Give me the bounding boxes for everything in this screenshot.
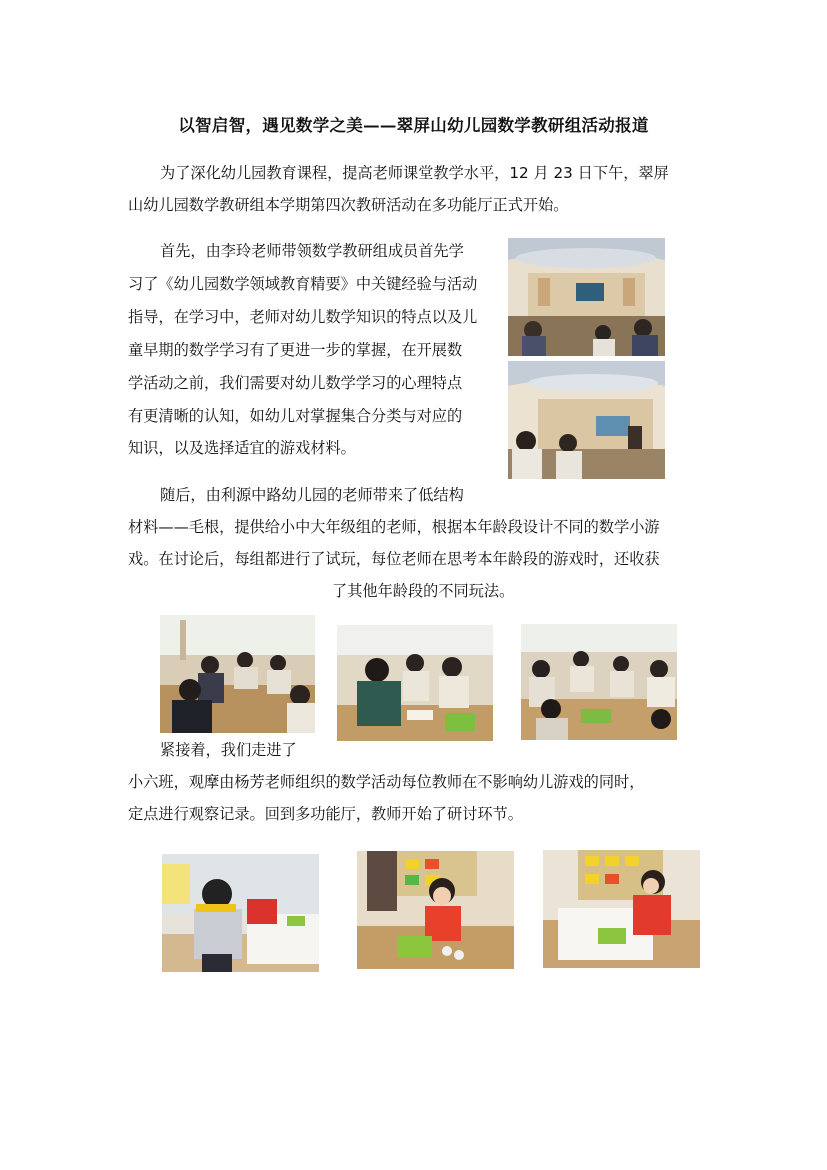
para2-line4: 童早期的数学学习有了更进一步的掌握，在开展数 xyxy=(128,341,463,359)
para2-line3: 指导，在学习中，老师对幼儿数学知识的特点以及儿 xyxy=(128,308,478,326)
para3-line1: 随后，由利源中路幼儿园的老师带来了低结构 xyxy=(160,486,464,504)
auditorium-photo-1 xyxy=(508,238,665,356)
para4-line2: 小六班，观摩由杨芳老师组织的数学活动每位教师在不影响幼儿游戏的同时， xyxy=(128,773,645,791)
page-title: 以智启智，遇见数学之美——翠屏山幼儿园数学教研组活动报道 xyxy=(178,116,649,135)
para3-line4: 了其他年龄段的不同玩法。 xyxy=(332,582,515,600)
para1-line1: 为了深化幼儿园教育课程，提高老师课堂教学水平，12 月 23 日下午，翠屏 xyxy=(160,164,669,182)
para2-line6: 有更清晰的认知，如幼儿对掌握集合分类与对应的 xyxy=(128,407,463,425)
teachers-group-photo-3 xyxy=(521,624,677,740)
para2-line2: 习了《幼儿园数学领域教育精要》中关键经验与活动 xyxy=(128,275,478,293)
auditorium-photo-2 xyxy=(508,361,665,479)
para2-line5: 学活动之前，我们需要对幼儿数学学习的心理特点 xyxy=(128,374,463,392)
teachers-group-photo-2 xyxy=(337,625,493,741)
child-playing-photo-1 xyxy=(162,854,319,972)
para2-line1: 首先，由李玲老师带领数学教研组成员首先学 xyxy=(160,242,464,260)
para3-line3: 戏。在讨论后，每组都进行了试玩，每位老师在思考本年龄段的游戏时，还收获 xyxy=(128,550,660,568)
teachers-group-photo-1 xyxy=(160,615,315,733)
child-playing-photo-2 xyxy=(357,851,514,969)
para4-line1: 紧接着，我们走进了 xyxy=(160,741,297,759)
para3-line2: 材料——毛根，提供给小中大年级组的老师，根据本年龄段设计不同的数学小游 xyxy=(128,518,660,536)
para1-line2: 山幼儿园数学教研组本学期第四次教研活动在多功能厅正式开始。 xyxy=(128,196,569,214)
para2-line7: 知识，以及选择适宜的游戏材料。 xyxy=(128,439,356,457)
para4-line3: 定点进行观察记录。回到多功能厅，教师开始了研讨环节。 xyxy=(128,805,523,823)
child-playing-photo-3 xyxy=(543,850,700,968)
